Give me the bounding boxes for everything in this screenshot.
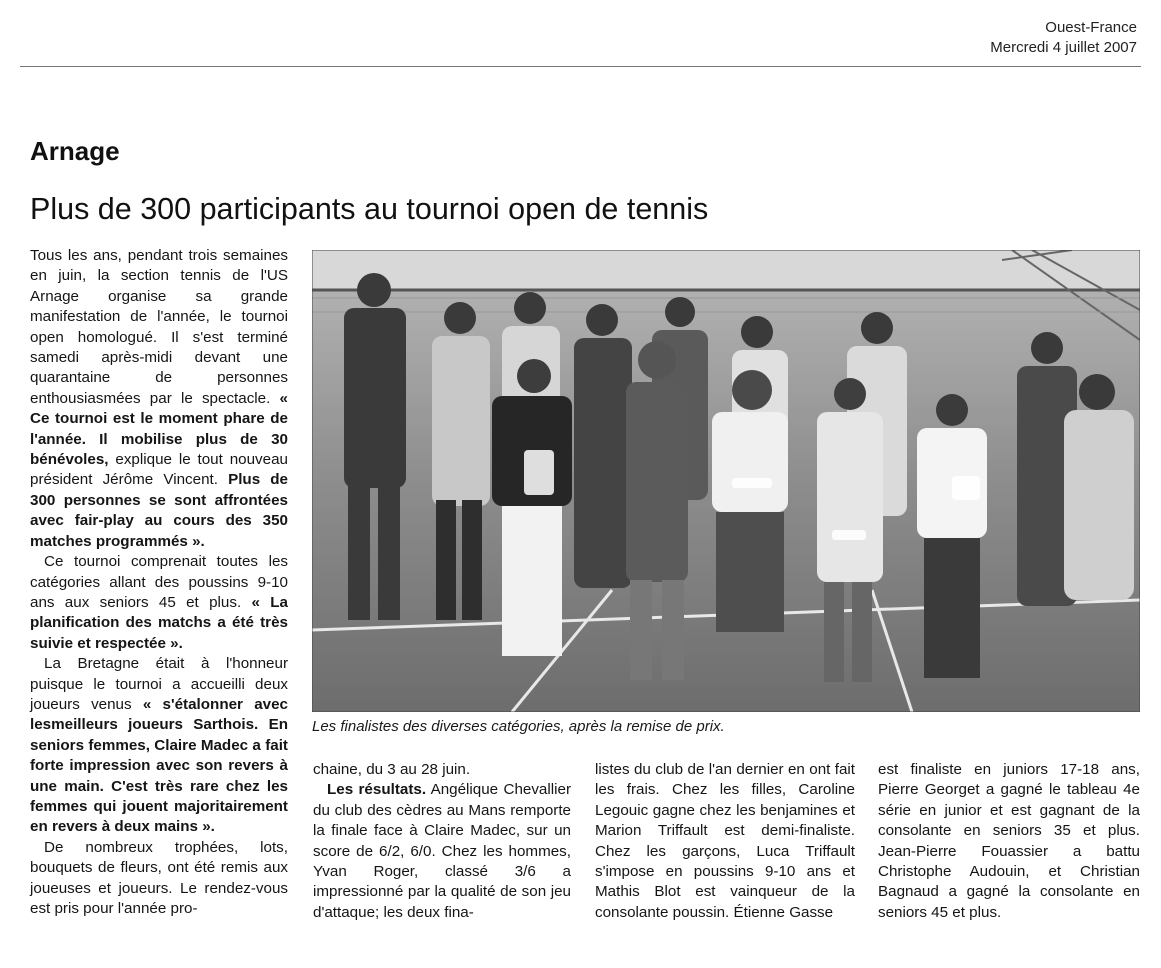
newspaper-name: Ouest-France: [1045, 19, 1137, 36]
photo-caption: Les finalistes des diverses catégories, après la remise de prix.: [312, 718, 725, 735]
article-column-1: [30, 246, 288, 919]
article-photo: [312, 250, 1140, 712]
article-column-2: [313, 760, 571, 923]
issue-date: Mercredi 4 juillet 2007: [990, 39, 1137, 56]
paragraph-results-continued: listes du club de l'an dernier en ont fait les frais. Chez les filles, Caroline Legouic gagne chez les benjamines et Marion Triffault est demi-finaliste. Chez les garçons, Luca Triffault s'impose en poussins 9-10 ans et Mathis Blot est vainqueur de la consolante poussin. Étienne Gasse: [595, 761, 855, 921]
results-heading: Les résultats.: [327, 781, 427, 799]
categories-text: Ce tournoi comprenait toutes les catégories allant des poussins 9-10 ans aux seniors 45 et plus.: [30, 553, 288, 611]
quote-president-2: Plus de 300 personnes se sont affrontées avec fair-play au cours des 350 matches programmés ».: [30, 471, 288, 550]
finalists-group-photo: [312, 250, 1140, 712]
paragraph-results: [313, 780, 571, 923]
paragraph-categories: [30, 552, 288, 654]
article-column-4: [878, 760, 1140, 923]
quote-president-1: « Ce tournoi est le moment phare de l'année. Il mobilise plus de 30 bénévoles,: [30, 389, 288, 469]
quote-planning: « La planification des matchs a été très suivie et respectée ».: [30, 593, 289, 652]
paragraph-bretagne: [30, 654, 288, 838]
paragraph-trophies: De nombreux trophées, lots, bouquets de fleurs, ont été remis aux joueuses et joueurs. Le rendez-vous est pris pour l'année pro-: [30, 838, 288, 917]
article-column-3: [595, 760, 855, 923]
attribution-text: explique le tout nouveau président Jérôme Vincent.: [30, 451, 288, 489]
results-text: Angélique Chevallier du club des cèdres au Mans remporte la finale face à Claire Madec, sur un score de 6/2, 6/0. Chez les hommes, Yvan Roger, classé 3/6 a impressionné par la qualité de son jeu d'attaque; les deux fina-: [313, 781, 572, 921]
bretagne-text: La Bretagne était à l'honneur puisque le tournoi a accueilli deux joueurs venus: [30, 655, 288, 713]
masthead: [990, 18, 1137, 58]
paragraph-results-end: est finaliste en juniors 17-18 ans, Pierre Georget a gagné le tableau 4e série en junior et est gagnant de la consolante en seniors 35 et plus. Jean-Pierre Fouassier a battu Christophe Audouin, et Christian Bagnaud a gagné la consolante en seniors 45 et plus.: [878, 761, 1140, 921]
paragraph-intro: [30, 246, 288, 552]
article-headline: Plus de 300 participants au tournoi open de tennis: [30, 192, 709, 226]
header-rule: [20, 66, 1141, 67]
intro-text: Tous les ans, pendant trois semaines en juin, la section tennis de l'US Arnage organise sa grande manifestation de l'année, le tournoi open homologué. Il s'est terminé samedi après-midi devant une quarantaine de personnes enthousiasmées par le spectacle.: [30, 247, 288, 407]
section-title: Arnage: [30, 136, 120, 166]
quote-bretagne: « s'étalonner avec lesmeilleurs joueurs Sarthois. En seniors femmes, Claire Madec a fait forte impression avec son revers à une main. C'est très rare chez les femmes qui jouent majoritairement en revers à deux mains ».: [30, 695, 288, 836]
paragraph-dates: chaine, du 3 au 28 juin.: [313, 761, 471, 778]
